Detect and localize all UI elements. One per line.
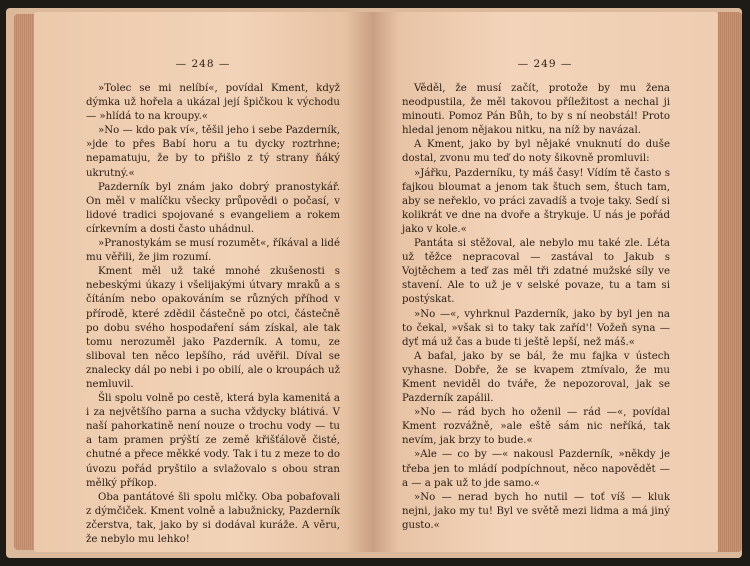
paragraph: A Kment, jako by byl nějaké vnuknutí do duše dostal, zvonu mu teď do noty šikovně promluvil: — [402, 139, 670, 165]
paragraph: Pantáta si stěžoval, ale nebylo mu také zle. Léta už těžce nepracoval — zastával to Jakub s Vojtěchem a teď zas měl tři zdatné mužské síly ve stavení. Ale to už je v selské povaze, tu a tam si postýskat. — [402, 238, 670, 306]
paragraph: Věděl, že musí začít, protože by mu žena neodpustila, že měl takovou příležitost a nechal ji minouti. Pomoz Pán Bůh, to by s ní neobstál! Proto hledal jenom nějakou nitku, na níž by navázal. — [402, 83, 670, 137]
page-number-left: — 248 — — [175, 58, 231, 70]
right-page — [372, 12, 718, 552]
paragraph: »No —«, vyhrknul Pazderník, jako by byl jen na to čekal, »však si to taky tak zaříd'! Vožeň syna — dyť má už čas a bude ti ještě lepší, než máš.« — [402, 308, 670, 348]
paragraph: Kment měl už také mnohé zkušenosti s nebeskými úkazy i všelijakými útvary mraků a s čítáním nebo opakováním se různých příhod v přírodě, které zdědil částečně po otci, částečně po dobu svého hospodaření sám získal, ale tak tomu nerozuměl jako Pazderník. A tomu, ze sliboval ten něco lepšího, rád uvěřil. Díval se znalecky dál po nebi i po obilí, ale o kroupách už nemluvil. — [86, 266, 340, 390]
paragraph: »No — nerad bych ho nutil — toť víš — kluk nejni, jako my tu! Byl ve světě mezi lidma a má jiný gusto.« — [402, 491, 670, 531]
paragraph: »No — rád bych ho oženil — rád —«, povídal Kment rozvážně, »ale eště sám nic neříká, tak nevím, jak brzy to bude.« — [402, 407, 670, 447]
paragraph: Pazderník byl znám jako dobrý pranostykář. On měl v malíčku všecky průpovědi o počasí, v lidové tradici spojované s evangeliem a rokem církevním a dosti často uhádnul. — [86, 181, 340, 235]
paragraph: »Pranostykám se musí rozumět«, říkával a lidé mu věřili, že jim rozumí. — [86, 238, 340, 264]
right-page-text — [402, 82, 670, 533]
right-page-edge — [718, 12, 742, 552]
page-number-right: — 249 — — [517, 58, 573, 70]
left-page — [34, 12, 372, 552]
paragraph: Oba pantátové šli spolu mlčky. Oba pobafovali z dýmčiček. Kment volně a labužnicky, Pazderník zčerstva, tak, jako by si dodával kuráže. A věru, že nebylo mu lehko! — [86, 491, 340, 545]
paragraph: »Jářku, Pazderníku, ty máš časy! Vídím tě často s fajkou bloumat a jenom tak štuch sem, štuch tam, aby se neřeklo, vo práci zavadíš a tvoje taky. Sedí si kolikrát ve dne na dvoře a štrykuje. U nás je pořád jako v kole.« — [402, 167, 670, 235]
paragraph: »Tolec se mi nelíbí«, povídal Kment, když dýmka už hořela a ukázal její špičkou k východu — »hlídá to na kroupy.« — [86, 83, 340, 123]
paragraph: »Ale — co by —« nakousl Pazderník, »někdy je třeba jen to mládí podpíchnout, něco napovědět — a — a pak už to jde samo.« — [402, 449, 670, 489]
left-page-text — [86, 82, 340, 547]
paragraph: A bafal, jako by se bál, že mu fajka v ústech vyhasne. Dobře, že se kvapem ztmívalo, že mu Kment neviděl do tváře, že nepozoroval, jak se Pazderník zapálil. — [402, 350, 670, 405]
paragraph: »No — kdo pak ví«, těšil jeho i sebe Pazderník, »jde to přes Babí horu a tu dycky roztrhne; nepamatuju, že by to přišlo z tý strany ňáký ukrutný.« — [86, 125, 340, 179]
left-page-edge — [14, 14, 36, 550]
paragraph: Šli spolu volně po cestě, která byla kamenitá a i za největšího parna a sucha vždycky blátivá. V naší pahorkatině není nouze o trochu vody — tu a tam pramen prýští ze země křišťálově čisté, chutné a přece měkké vody. Tak i tu z meze to do úvozu pořád pryštilo a svlažovalo s obou stran mělký příkop. — [86, 393, 340, 489]
open-book — [6, 8, 742, 558]
